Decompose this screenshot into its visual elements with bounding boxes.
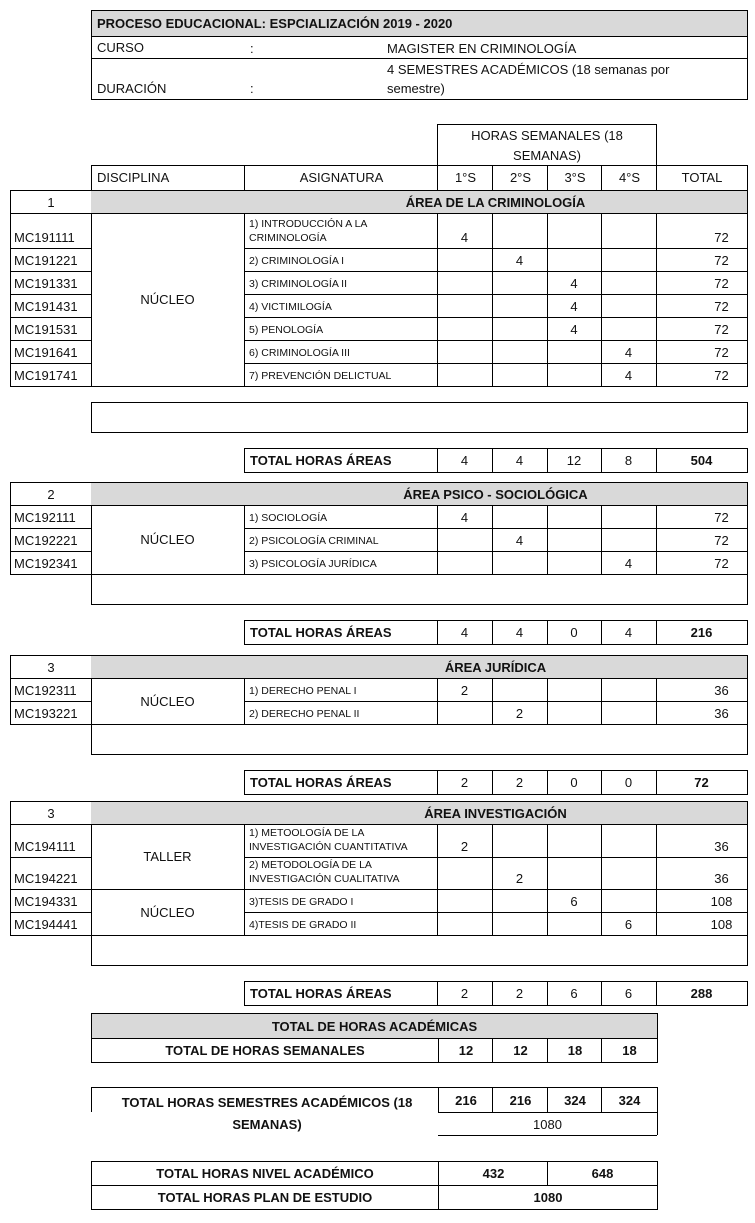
weekly-hours-s3 xyxy=(547,505,602,529)
weekly-hours-s4 xyxy=(601,317,657,341)
weekly-hours-s1 xyxy=(437,551,493,575)
subject-name: 3)TESIS DE GRADO I xyxy=(244,889,438,913)
subject-total-hours: 72 xyxy=(656,363,748,387)
semester-s2: 216 xyxy=(492,1088,548,1113)
area-total-s1: 2 xyxy=(437,770,493,795)
duracion-label: DURACIÓN xyxy=(97,81,167,96)
subject-name: 5) PENOLOGÍA xyxy=(244,317,438,341)
weekly-hours-s2 xyxy=(492,824,548,858)
area-number: 1 xyxy=(10,190,92,214)
weekly-hours-s4 xyxy=(601,857,657,890)
blank-row xyxy=(91,724,748,755)
subject-name: 2) PSICOLOGÍA CRIMINAL xyxy=(244,528,438,552)
area-total-s3: 0 xyxy=(547,620,602,645)
weekly-hours-s4: 4 xyxy=(601,551,657,575)
weekly-hours-s2 xyxy=(492,213,548,249)
weekly-hours-s2: 2 xyxy=(492,857,548,890)
weekly-hours-s3 xyxy=(547,340,602,364)
area-total-s2: 2 xyxy=(492,770,548,795)
area-header-discipline-blank xyxy=(91,801,245,825)
blank-row xyxy=(91,402,748,433)
area-total-s1: 4 xyxy=(437,448,493,473)
weekly-hours-s4 xyxy=(601,294,657,318)
area-name: ÁREA JURÍDICA xyxy=(244,655,748,679)
area-total-s2: 4 xyxy=(492,448,548,473)
duracion-value: 4 SEMESTRES ACADÉMICOS (18 semanas por semestre) xyxy=(387,62,670,96)
weekly-hours-s4 xyxy=(601,824,657,858)
level-value-1: 432 xyxy=(438,1162,548,1186)
area-total-s1: 2 xyxy=(437,981,493,1006)
weekly-hours-s3 xyxy=(547,213,602,249)
weekly-hours-s3 xyxy=(547,678,602,702)
area-header-discipline-blank xyxy=(91,655,245,679)
discipline-label: NÚCLEO xyxy=(91,678,245,725)
weekly-hours-s4: 6 xyxy=(601,912,657,936)
weekly-hours-s1: 2 xyxy=(437,824,493,858)
subject-total-hours: 36 xyxy=(656,678,748,702)
area-header-discipline-blank xyxy=(91,482,245,506)
weekly-hours-s3 xyxy=(547,912,602,936)
weekly-hours-s2 xyxy=(492,912,548,936)
subject-name: 4) VICTIMILOGÍA xyxy=(244,294,438,318)
course-code: MC191531 xyxy=(10,317,92,341)
weekly-hours-s2 xyxy=(492,551,548,575)
weekly-s2: 12 xyxy=(492,1039,548,1062)
summary-semester-table xyxy=(91,1087,658,1135)
weekly-hours-s3 xyxy=(547,248,602,272)
weekly-s1: 12 xyxy=(438,1039,493,1062)
weekly-hours-s1 xyxy=(437,271,493,295)
weekly-hours-s2: 4 xyxy=(492,528,548,552)
course-code: MC194111 xyxy=(10,824,92,858)
plan-total: 1080 xyxy=(438,1186,657,1209)
course-code: MC192111 xyxy=(10,505,92,529)
subject-name: 6) CRIMINOLOGÍA III xyxy=(244,340,438,364)
subject-total-hours: 72 xyxy=(656,294,748,318)
weekly-hours-s3 xyxy=(547,701,602,725)
area-header-discipline-blank xyxy=(91,190,245,214)
subject-total-hours: 72 xyxy=(656,340,748,364)
area-total-s2: 2 xyxy=(492,981,548,1006)
area-total-hours: 72 xyxy=(656,770,748,795)
weekly-hours-s1 xyxy=(437,857,493,890)
summary-weekly-table xyxy=(91,1013,658,1063)
weekly-s4: 18 xyxy=(601,1039,657,1062)
course-code: MC191221 xyxy=(10,248,92,272)
col-total: TOTAL xyxy=(656,165,748,190)
subject-total-hours: 72 xyxy=(656,528,748,552)
course-code: MC191431 xyxy=(10,294,92,318)
area-total-s3: 12 xyxy=(547,448,602,473)
weekly-hours-s1 xyxy=(437,889,493,913)
level-value-2: 648 xyxy=(547,1162,657,1186)
subject-total-hours: 108 xyxy=(656,912,748,936)
weekly-hours-s4 xyxy=(601,678,657,702)
subject-total-hours: 72 xyxy=(656,505,748,529)
weekly-hours-s3 xyxy=(547,857,602,890)
discipline-label: TALLER xyxy=(91,824,245,890)
area-name: ÁREA INVESTIGACIÓN xyxy=(244,801,748,825)
weekly-hours-s3: 4 xyxy=(547,317,602,341)
subject-name: 3) PSICOLOGÍA JURÍDICA xyxy=(244,551,438,575)
weekly-hours-s1 xyxy=(437,248,493,272)
weekly-hours-s2 xyxy=(492,271,548,295)
area-total-s4: 8 xyxy=(601,448,657,473)
weekly-hours-s3 xyxy=(547,551,602,575)
course-code: MC194331 xyxy=(10,889,92,913)
subject-name: 4)TESIS DE GRADO II xyxy=(244,912,438,936)
subject-total-hours: 72 xyxy=(656,271,748,295)
course-code: MC194221 xyxy=(10,857,92,890)
area-number: 3 xyxy=(10,801,92,825)
blank-row xyxy=(91,935,748,966)
area-number: 3 xyxy=(10,655,92,679)
area-number: 2 xyxy=(10,482,92,506)
subject-name: 1) DERECHO PENAL I xyxy=(244,678,438,702)
area-total-s3: 0 xyxy=(547,770,602,795)
summary-title: TOTAL DE HORAS ACADÉMICAS xyxy=(92,1014,657,1039)
course-code: MC191741 xyxy=(10,363,92,387)
weekly-hours-s2 xyxy=(492,505,548,529)
weekly-hours-s1 xyxy=(437,912,493,936)
area-total-label: TOTAL HORAS ÁREAS xyxy=(244,981,438,1006)
weekly-hours-s2 xyxy=(492,363,548,387)
area-name: ÁREA PSICO - SOCIOLÓGICA xyxy=(244,482,748,506)
course-code: MC193221 xyxy=(10,701,92,725)
discipline-label: NÚCLEO xyxy=(91,213,245,387)
subject-name: 7) PREVENCIÓN DELICTUAL xyxy=(244,363,438,387)
area-total-s3: 6 xyxy=(547,981,602,1006)
weekly-hours-s3 xyxy=(547,824,602,858)
weekly-hours-s2: 2 xyxy=(492,701,548,725)
discipline-label: NÚCLEO xyxy=(91,889,245,936)
weekly-hours-s3 xyxy=(547,363,602,387)
subject-total-hours: 72 xyxy=(656,317,748,341)
program-title: PROCESO EDUCACIONAL: ESPCIALIZACIÓN 2019 - 2020 xyxy=(92,11,747,37)
subject-total-hours: 36 xyxy=(656,701,748,725)
weekly-hours-s4 xyxy=(601,505,657,529)
weekly-hours-s1 xyxy=(437,294,493,318)
col-s4: 4°S xyxy=(601,165,657,190)
curso-sep: : xyxy=(250,40,254,56)
curso-value: MAGISTER EN CRIMINOLOGÍA xyxy=(387,40,577,56)
col-s3: 3°S xyxy=(547,165,602,190)
area-total-s4: 4 xyxy=(601,620,657,645)
weekly-hours-s1 xyxy=(437,528,493,552)
weekly-hours-s2 xyxy=(492,889,548,913)
semester-s3: 324 xyxy=(547,1088,602,1113)
subject-name: 2) METODOLOGÍA DE LA INVESTIGACIÓN CUALITATIVA xyxy=(244,857,438,890)
course-code: MC194441 xyxy=(10,912,92,936)
weekly-hours-s4 xyxy=(601,248,657,272)
course-code: MC192221 xyxy=(10,528,92,552)
weekly-hours-s4 xyxy=(601,528,657,552)
subject-total-hours: 72 xyxy=(656,213,748,249)
col-disciplina: DISCIPLINA xyxy=(91,165,245,190)
weekly-hours-s1 xyxy=(437,363,493,387)
semester-s1: 216 xyxy=(438,1088,493,1113)
subject-total-hours: 72 xyxy=(656,551,748,575)
course-code: MC191111 xyxy=(10,213,92,249)
col-s1: 1°S xyxy=(437,165,493,190)
curso-label: CURSO xyxy=(92,37,252,59)
weekly-hours-s4: 4 xyxy=(601,340,657,364)
level-label: TOTAL HORAS NIVEL ACADÉMICO xyxy=(92,1162,438,1186)
weekly-hours-s2 xyxy=(492,678,548,702)
area-total-label: TOTAL HORAS ÁREAS xyxy=(244,620,438,645)
semester-total: 1080 xyxy=(438,1113,657,1136)
area-total-hours: 504 xyxy=(656,448,748,473)
program-header xyxy=(91,10,748,100)
course-code: MC191641 xyxy=(10,340,92,364)
weekly-hours-s4 xyxy=(601,213,657,249)
area-total-hours: 288 xyxy=(656,981,748,1006)
weekly-hours-s2 xyxy=(492,294,548,318)
discipline-label: NÚCLEO xyxy=(91,505,245,575)
weekly-hours-s1 xyxy=(437,701,493,725)
area-total-s2: 4 xyxy=(492,620,548,645)
area-total-label: TOTAL HORAS ÁREAS xyxy=(244,448,438,473)
weekly-hours-s3: 4 xyxy=(547,271,602,295)
course-code: MC191331 xyxy=(10,271,92,295)
weekly-hours-s1: 4 xyxy=(437,213,493,249)
blank-row xyxy=(91,574,748,605)
weekly-hours-s1: 4 xyxy=(437,505,493,529)
weekly-hours-s2 xyxy=(492,340,548,364)
subject-name: 1) SOCIOLOGÍA xyxy=(244,505,438,529)
weekly-hours-s1 xyxy=(437,317,493,341)
subject-total-hours: 72 xyxy=(656,248,748,272)
weekly-hours-s3: 4 xyxy=(547,294,602,318)
semester-label: TOTAL HORAS SEMESTRES ACADÉMICOS (18 SEMANAS) xyxy=(102,1094,432,1134)
weekly-hours-s4 xyxy=(601,701,657,725)
subject-total-hours: 36 xyxy=(656,857,748,890)
subject-total-hours: 108 xyxy=(656,889,748,913)
area-total-s1: 4 xyxy=(437,620,493,645)
weekly-hours-s4: 4 xyxy=(601,363,657,387)
subject-name: 3) CRIMINOLOGÍA II xyxy=(244,271,438,295)
course-code: MC192341 xyxy=(10,551,92,575)
col-s2: 2°S xyxy=(492,165,548,190)
weekly-s3: 18 xyxy=(547,1039,602,1062)
subject-total-hours: 36 xyxy=(656,824,748,858)
weekly-hours-s1 xyxy=(437,340,493,364)
horas-semanales-group-header: HORAS SEMANALES (18 SEMANAS) xyxy=(437,124,657,166)
subject-name: 1) METOOLOGÍA DE LA INVESTIGACIÓN CUANTITATIVA xyxy=(244,824,438,858)
weekly-hours-s2: 4 xyxy=(492,248,548,272)
semester-s4: 324 xyxy=(601,1088,657,1113)
col-asignatura: ASIGNATURA xyxy=(244,165,438,190)
subject-name: 1) INTRODUCCIÓN A LA CRIMINOLOGÍA xyxy=(244,213,438,249)
summary-level-table xyxy=(91,1161,658,1210)
area-total-hours: 216 xyxy=(656,620,748,645)
weekly-hours-s1: 2 xyxy=(437,678,493,702)
weekly-hours-s3 xyxy=(547,528,602,552)
weekly-hours-s3: 6 xyxy=(547,889,602,913)
weekly-hours-s4 xyxy=(601,271,657,295)
area-name: ÁREA DE LA CRIMINOLOGÍA xyxy=(244,190,748,214)
duracion-sep: : xyxy=(250,81,254,96)
subject-name: 2) CRIMINOLOGÍA I xyxy=(244,248,438,272)
weekly-hours-s2 xyxy=(492,317,548,341)
area-total-label: TOTAL HORAS ÁREAS xyxy=(244,770,438,795)
course-code: MC192311 xyxy=(10,678,92,702)
weekly-label: TOTAL DE HORAS SEMANALES xyxy=(165,1043,365,1058)
semester-left-border-mask xyxy=(90,1112,93,1142)
area-total-s4: 6 xyxy=(601,981,657,1006)
weekly-hours-s4 xyxy=(601,889,657,913)
area-total-s4: 0 xyxy=(601,770,657,795)
subject-name: 2) DERECHO PENAL II xyxy=(244,701,438,725)
plan-label: TOTAL HORAS PLAN DE ESTUDIO xyxy=(157,1190,373,1205)
